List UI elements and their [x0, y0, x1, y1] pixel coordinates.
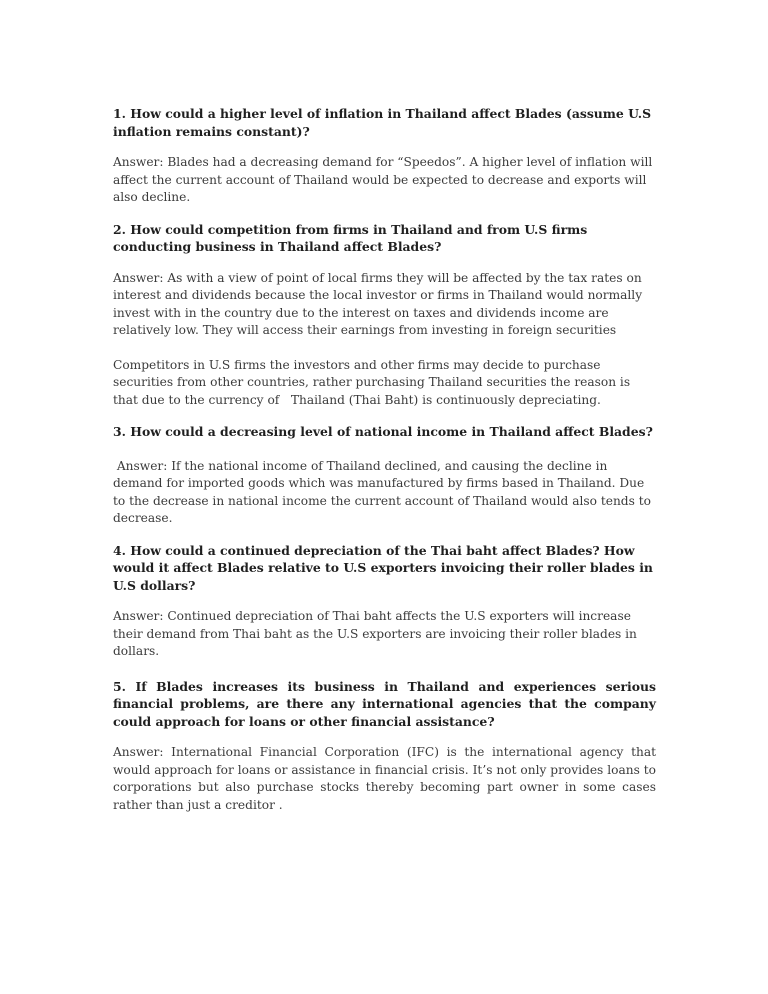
answer-3: Answer: If the national income of Thailand declined, and causing the decline in demand for imported goods which was manufactured by firms based in Thailand. Due to the decrease in national income the current account of Thailand would also tends to decrease. — [113, 458, 655, 525]
document-page — [113, 105, 656, 828]
question-5: 5. If Blades increases its business in Thailand and experiences serious financial problems, are there any international agencies that the company could approach for loans or other financial assistance? — [113, 678, 656, 729]
question-4: 4. How could a continued depreciation of the Thai baht affect Blades? How would it affect Blades relative to U.S exporters invoicing their roller blades in U.S dollars? — [113, 542, 653, 593]
question-1: 1. How could a higher level of inflation in Thailand affect Blades (assume U.S inflation remains constant)? — [113, 106, 652, 139]
question-2: 2. How could competition from firms in Thailand and from U.S firms conducting business in Thailand affect Blades? — [113, 221, 588, 254]
answer-1: Answer: Blades had a decreasing demand for “Speedos”. A higher level of inflation will affect the current account of Thailand would be expected to decrease and exports will also decline. — [113, 155, 653, 204]
question-3: 3. How could a decreasing level of national income in Thailand affect Blades? — [113, 424, 653, 439]
answer-4: Answer: Continued depreciation of Thai baht affects the U.S exporters will increase their demand from Thai baht as the U.S exporters are invoicing their roller blades in dollars. — [113, 609, 637, 658]
answer-2-continued: Competitors in U.S firms the investors and other firms may decide to purchase securities from other countries, rather purchasing Thailand securities the reason is that due to the currency of Thailand (Thai Baht) is continuously depreciating. — [113, 357, 634, 407]
answer-2: Answer: As with a view of point of local firms they will be affected by the tax rates on interest and dividends because the local investor or firms in Thailand would normally invest with in the country due to the interest on taxes and dividends income are relatively low. They will access their earnings from investing in foreign securities — [113, 270, 643, 337]
answer-5: Answer: International Financial Corporation (IFC) is the international agency that would approach for loans or assistance in financial crisis. It’s not only provides loans to corporations but also purchase stocks thereby becoming part owner in some cases rather than just a creditor . — [113, 745, 656, 812]
